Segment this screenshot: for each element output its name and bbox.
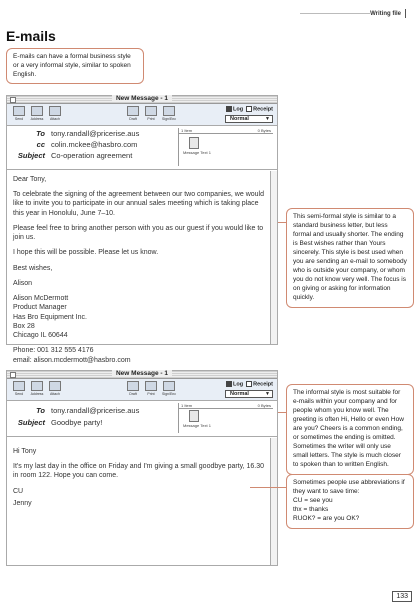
scrollbar[interactable] xyxy=(270,171,277,344)
attachment-panel: 1 Item 0 Bytes Message Text 1 xyxy=(178,403,273,433)
sign-encrypt-button[interactable]: Sign/Enc xyxy=(161,106,177,124)
address-book-icon xyxy=(31,381,43,391)
document-icon[interactable] xyxy=(189,137,199,149)
header-rule xyxy=(300,13,370,14)
header-separator xyxy=(405,9,406,18)
print-icon xyxy=(145,381,157,391)
section-label: Writing file xyxy=(370,10,401,17)
receipt-checkbox[interactable]: Receipt xyxy=(246,381,273,387)
log-checkbox[interactable]: Log xyxy=(226,381,243,387)
toolbar xyxy=(7,379,277,401)
note-connector xyxy=(250,487,286,488)
close-box-icon[interactable] xyxy=(10,97,16,103)
window-titlebar xyxy=(7,96,277,104)
send-button[interactable]: Send xyxy=(11,106,27,124)
chevron-down-icon: ▼ xyxy=(265,391,270,397)
sign-encrypt-button[interactable]: Sign/Enc xyxy=(161,381,177,399)
note-abbreviations: Sometimes people use abbreviations if they want to save time: CU = see you thx = thanks RUOK? = are you OK? xyxy=(286,474,414,529)
print-icon xyxy=(145,106,157,116)
email-headers xyxy=(7,126,277,170)
section-header xyxy=(370,9,406,18)
to-field[interactable]: tony.randall@pricerise.aus xyxy=(51,129,140,138)
address-book-icon xyxy=(31,106,43,116)
sign-icon xyxy=(163,381,175,391)
window-title: New Message - 1 xyxy=(112,370,172,377)
address-button[interactable]: Address xyxy=(29,381,45,399)
send-icon xyxy=(13,381,25,391)
log-checkbox[interactable]: Log xyxy=(226,106,243,112)
email-body[interactable]: Hi Tony It's my last day in the office on Friday and I'm giving a small goodbye party, 16.30 in room 122. Hope you can come. CU Jenny xyxy=(13,448,265,507)
subject-row: Subject Co-operation agreement xyxy=(17,151,133,160)
to-field[interactable]: tony.randall@pricerise.aus xyxy=(51,406,140,415)
email-body[interactable]: Dear Tony, To celebrate the signing of the agreement between our two companies, we would like to invite you to participate in our annual sales meeting which is taking place this year in Honolulu, June 7–10. Please feel free to bring another person with you as our guest if you would like to join us. I hope this will be possible. Please let us know. Best wishes, Alison Alison McDermott Product Manager Has Bro Equipment Inc. Box 28 Chicago IL 60644 Phone: 001 312 555 4176 email: alison.mcdermott@hasbro.com xyxy=(7,170,277,370)
subject-field[interactable]: Goodbye party! xyxy=(51,418,103,427)
attach-icon xyxy=(49,381,61,391)
log-receipt-options xyxy=(226,381,273,387)
page-title: E-mails xyxy=(6,28,56,44)
draft-button[interactable]: Draft xyxy=(125,106,141,124)
scrollbar[interactable] xyxy=(270,438,277,565)
receipt-checkbox[interactable]: Receipt xyxy=(246,106,273,112)
note-connector xyxy=(278,222,286,223)
email-window-formal xyxy=(6,95,278,364)
window-title: New Message - 1 xyxy=(112,95,172,102)
draft-button[interactable]: Draft xyxy=(125,381,141,399)
priority-select[interactable]: Normal ▼ xyxy=(225,390,273,398)
intro-box: E-mails can have a formal business style or a very informal style, similar to spoken English. xyxy=(6,48,144,84)
send-icon xyxy=(13,106,25,116)
email-window-informal xyxy=(6,370,278,566)
toolbar xyxy=(7,104,277,126)
document-icon[interactable] xyxy=(189,410,199,422)
chevron-down-icon: ▼ xyxy=(265,116,270,122)
attach-button[interactable]: Attach xyxy=(47,106,63,124)
log-receipt-options xyxy=(226,106,273,112)
priority-select[interactable]: Normal ▼ xyxy=(225,115,273,123)
draft-icon xyxy=(127,381,139,391)
note-semi-formal: This semi-formal style is similar to a standard business letter, but less formal and usually shorter. The ending is Best wishes rather than Yours sincerely. This style is best used when you are sending an e-mail to somebody who is outside your company, or whom you do not know very well. The focus is on giving or asking for information quickly. xyxy=(286,208,414,308)
attach-button[interactable]: Attach xyxy=(47,381,63,399)
send-button[interactable]: Send xyxy=(11,381,27,399)
address-button[interactable]: Address xyxy=(29,106,45,124)
sign-icon xyxy=(163,106,175,116)
email-headers xyxy=(7,401,277,437)
to-row: To tony.randall@pricerise.aus xyxy=(36,129,140,138)
page-number: 133 xyxy=(392,591,412,602)
note-connector xyxy=(278,412,286,413)
draft-icon xyxy=(127,106,139,116)
subject-field[interactable]: Co-operation agreement xyxy=(51,151,133,160)
to-row: To tony.randall@pricerise.aus xyxy=(36,406,140,415)
print-button[interactable]: Print xyxy=(143,381,159,399)
cc-field[interactable]: colin.mckee@hasbro.com xyxy=(51,140,138,149)
window-titlebar xyxy=(7,371,277,379)
signature: Alison McDermott Product Manager Has Bro Equipment Inc. Box 28 Chicago IL 60644 xyxy=(13,295,87,340)
close-box-icon[interactable] xyxy=(10,372,16,378)
subject-row: Subject Goodbye party! xyxy=(17,418,103,427)
note-informal: The informal style is most suitable for e-mails within your company and for people whom you know well. The greeting is often Hi, Hello or even How are you? Cheers is a common ending, or sometimes the ending is omitted. Sometimes the writer will only use small letters. The style is much closer to spoken than to written English. xyxy=(286,384,414,475)
attach-icon xyxy=(49,106,61,116)
attachment-panel: 1 Item 0 Bytes Message Text 1 xyxy=(178,128,273,166)
print-button[interactable]: Print xyxy=(143,106,159,124)
cc-row: cc colin.mckee@hasbro.com xyxy=(36,140,138,149)
